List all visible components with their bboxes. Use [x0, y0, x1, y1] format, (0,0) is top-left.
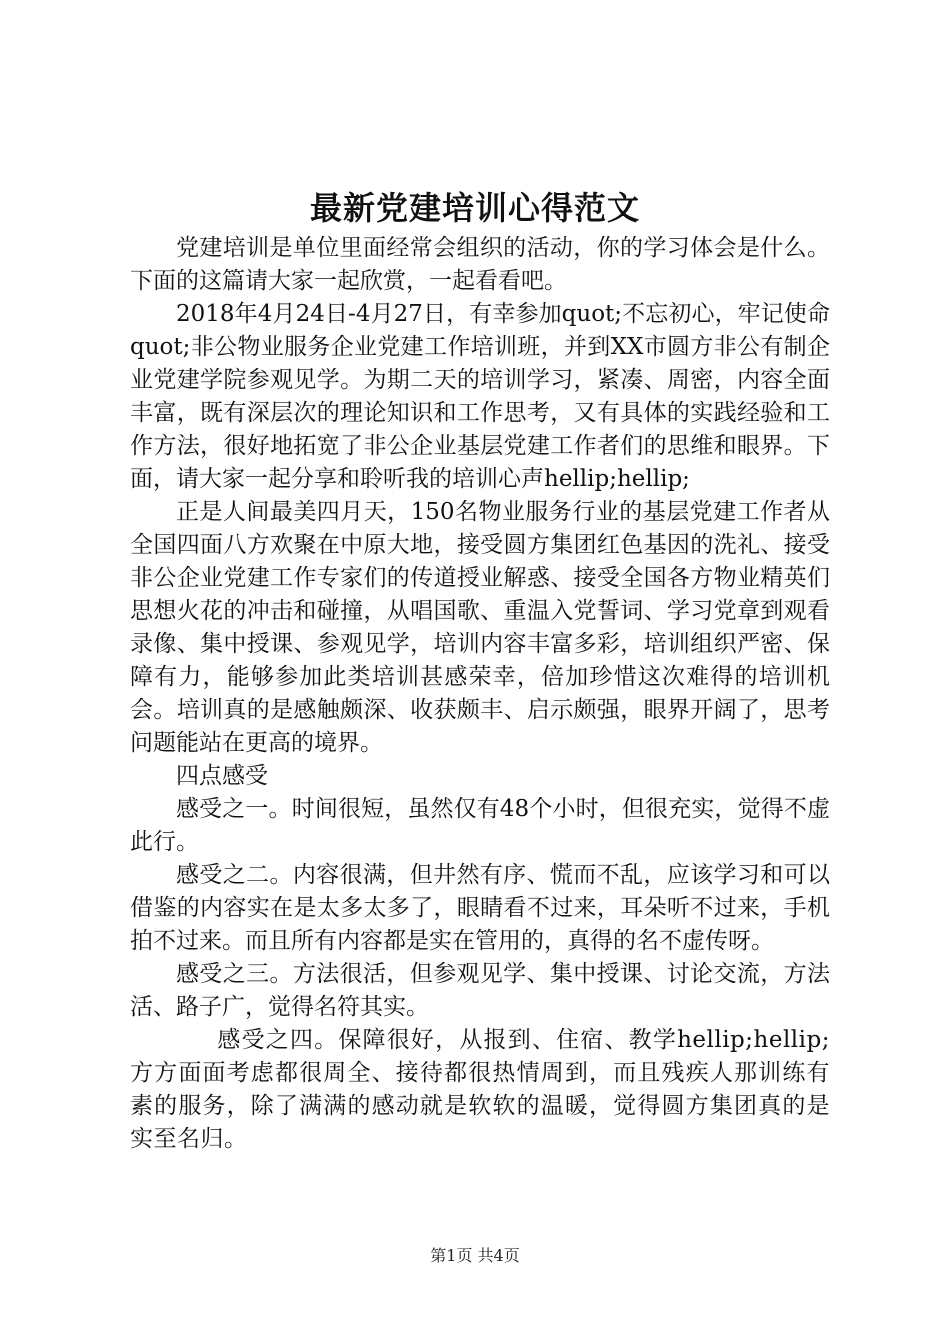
paragraph-intro: 党建培训是单位里面经常会组织的活动，你的学习体会是什么。下面的这篇请大家一起欣赏，一起看看吧。 — [130, 235, 830, 294]
document-title: 最新党建培训心得范文 — [309, 189, 640, 227]
document-body — [130, 232, 830, 1156]
page-number-footer: 第1页 共4页 — [430, 1246, 520, 1265]
paragraph-feeling-one: 感受之一。时间很短，虽然仅有48个小时，但很充实，觉得不虚此行。 — [130, 796, 830, 855]
paragraph-feeling-three: 感受之三。方法很活，但参观见学、集中授课、讨论交流，方法活、路子广，觉得名符其实。 — [130, 961, 830, 1020]
paragraph-training-experience: 正是人间最美四月天，150名物业服务行业的基层党建工作者从全国四面八方欢聚在中原大地，接受圆方集团红色基因的洗礼、接受非公企业党建工作专家们的传道授业解惑、接受全国各方物业精英们思想火花的冲击和碰撞，从唱国歌、重温入党誓词、学习党章到观看录像、集中授课、参观见学，培训内容丰富多彩，培训组织严密、保障有力，能够参加此类培训甚感荣幸，倍加珍惜这次难得的培训机会。培训真的是感触颇深、收获颇丰、启示颇强，眼界开阔了，思考问题能站在更高的境界。 — [130, 499, 830, 756]
section-heading-four-feelings: 四点感受 — [176, 763, 268, 789]
paragraph-training-info: 2018年4月24日-4月27日，有幸参加quot;不忘初心，牢记使命quot;非公物业服务企业党建工作培训班，并到XX市圆方非公有制企业党建学院参观见学。为期二天的培训学习，紧凑、周密，内容全面丰富，既有深层次的理论知识和工作思考，又有具体的实践经验和工作方法，很好地拓宽了非公企业基层党建工作者们的思维和眼界。下面，请大家一起分享和聆听我的培训心声hellip;hellip; — [130, 301, 830, 492]
paragraph-feeling-two: 感受之二。内容很满，但井然有序、慌而不乱，应该学习和可以借鉴的内容实在是太多太多了，眼睛看不过来，耳朵听不过来，手机拍不过来。而且所有内容都是实在管用的，真得的名不虚传呀。 — [130, 862, 830, 954]
paragraph-feeling-four: 感受之四。保障很好，从报到、住宿、教学hellip;hellip;方方面面考虑都很周全、接待都很热情周到，而且残疾人那训练有素的服务，除了满满的感动就是软软的温暖，觉得圆方集团真的是实至名归。 — [130, 1027, 830, 1152]
